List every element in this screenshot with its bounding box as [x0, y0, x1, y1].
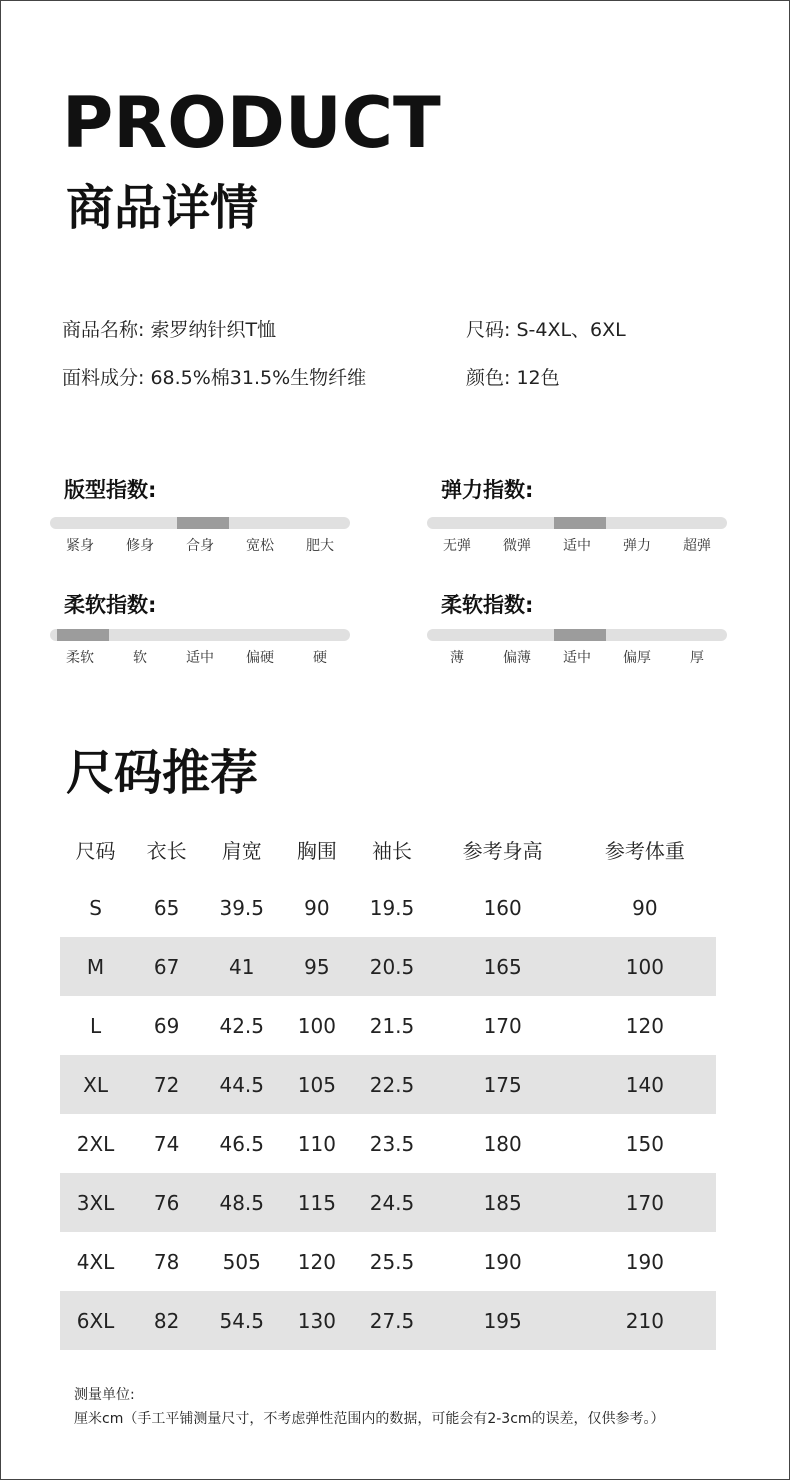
info-value: S-4XL、6XL	[516, 319, 626, 341]
table-row	[60, 1055, 716, 1114]
size-table	[60, 820, 716, 1350]
measurement-unit-title: 测量单位:	[74, 1387, 135, 1403]
elasticity-index-title: 弹力指数:	[441, 478, 534, 502]
softness-index-track	[50, 629, 350, 641]
table-cell: 67	[131, 937, 202, 996]
thickness-index-track	[427, 629, 727, 641]
column-header: 参考身高	[462, 838, 543, 863]
thickness-index-labels	[427, 649, 727, 667]
table-row	[60, 1114, 716, 1173]
table-cell: 4XL	[76, 1249, 115, 1274]
table-cell: 25.5	[369, 1249, 415, 1274]
info-size	[466, 317, 626, 343]
column-header: 参考体重	[604, 838, 685, 863]
table-cell: 180	[483, 1131, 522, 1156]
table-cell: 175	[432, 1055, 574, 1114]
table-cell: 72	[131, 1055, 202, 1114]
table-cell: 170	[574, 1173, 716, 1232]
table-cell: 210	[574, 1291, 716, 1350]
table-cell: 76	[131, 1173, 202, 1232]
scale-label: 偏薄	[503, 650, 531, 666]
scale-label: 超弹	[683, 538, 711, 554]
table-cell: 74	[153, 1131, 180, 1156]
fit-index-fill	[177, 517, 229, 529]
table-cell: 165	[432, 937, 574, 996]
table-cell: 65	[153, 895, 180, 920]
table-cell: 69	[153, 1013, 180, 1038]
table-cell: 95	[281, 937, 352, 996]
table-cell: 90	[632, 895, 658, 920]
table-cell: 105	[281, 1055, 352, 1114]
scale-label: 偏厚	[623, 650, 651, 666]
table-cell: 20.5	[352, 937, 431, 996]
fit-index-title: 版型指数:	[64, 478, 157, 502]
table-cell: 190	[483, 1249, 522, 1274]
scale-label: 宽松	[246, 538, 274, 554]
table-cell: 120	[625, 1013, 664, 1038]
table-cell: 185	[432, 1173, 574, 1232]
scale-label: 紧身	[66, 538, 94, 554]
table-cell: S	[89, 895, 102, 920]
table-row	[60, 878, 716, 937]
size-section-title: 尺码推荐	[66, 745, 259, 801]
table-cell: 90	[304, 895, 330, 920]
table-cell: 78	[153, 1249, 180, 1274]
table-cell: 54.5	[202, 1291, 281, 1350]
scale-label: 无弹	[443, 538, 471, 554]
table-cell: 24.5	[352, 1173, 431, 1232]
scale-label: 适中	[563, 538, 591, 554]
fit-index-labels	[50, 537, 350, 555]
table-row	[60, 1232, 716, 1291]
table-cell: 48.5	[202, 1173, 281, 1232]
info-value: 12色	[516, 367, 560, 389]
scale-label: 肥大	[306, 538, 334, 554]
scale-label: 适中	[186, 650, 214, 666]
column-header: 袖长	[371, 838, 412, 863]
scale-label: 适中	[563, 650, 591, 666]
scale-label: 柔软	[66, 650, 94, 666]
table-cell: 21.5	[369, 1013, 415, 1038]
column-header: 肩宽	[221, 838, 262, 863]
table-cell: XL	[60, 1055, 131, 1114]
table-cell: 46.5	[219, 1131, 265, 1156]
table-cell: 160	[483, 895, 522, 920]
elasticity-index-track	[427, 517, 727, 529]
table-cell: 100	[574, 937, 716, 996]
table-cell: 44.5	[202, 1055, 281, 1114]
info-product-name	[62, 317, 276, 343]
table-row	[60, 996, 716, 1055]
scale-label: 合身	[186, 538, 214, 554]
table-cell: 190	[625, 1249, 664, 1274]
scale-label: 硬	[313, 650, 327, 666]
scale-label: 薄	[450, 650, 464, 666]
info-value: 索罗纳针织T恤	[150, 319, 277, 341]
table-cell: 23.5	[369, 1131, 415, 1156]
table-cell: 150	[625, 1131, 664, 1156]
table-cell: 115	[281, 1173, 352, 1232]
table-cell: 140	[574, 1055, 716, 1114]
table-cell: 27.5	[352, 1291, 431, 1350]
table-cell: 42.5	[219, 1013, 265, 1038]
table-cell: 41	[202, 937, 281, 996]
scale-label: 厚	[690, 650, 704, 666]
table-cell: L	[89, 1013, 102, 1038]
thickness-index-fill	[554, 629, 606, 641]
title-english: PRODUCT	[62, 82, 441, 164]
info-label: 商品名称:	[62, 319, 145, 341]
table-cell: 170	[483, 1013, 522, 1038]
table-cell: 120	[297, 1249, 336, 1274]
title-chinese: 商品详情	[66, 180, 259, 236]
info-label: 尺码:	[466, 319, 511, 341]
scale-label: 修身	[126, 538, 154, 554]
scale-label: 偏硬	[246, 650, 274, 666]
table-cell: 100	[297, 1013, 336, 1038]
elasticity-index-fill	[554, 517, 606, 529]
table-cell: 19.5	[369, 895, 415, 920]
table-cell: 110	[297, 1131, 336, 1156]
table-cell: 39.5	[219, 895, 265, 920]
table-cell: 22.5	[352, 1055, 431, 1114]
scale-label: 软	[133, 650, 147, 666]
softness-index-labels	[50, 649, 350, 667]
table-cell: 195	[432, 1291, 574, 1350]
table-row	[60, 937, 716, 996]
table-cell: 505	[222, 1249, 261, 1274]
scale-label: 弹力	[623, 538, 651, 554]
measurement-note: 厘米cm（手工平铺测量尺寸，不考虑弹性范围内的数据，可能会有2-3cm的误差，仅供参考。）	[74, 1411, 665, 1427]
column-header: 尺码	[75, 838, 116, 863]
table-row	[60, 1173, 716, 1232]
info-fabric	[62, 365, 366, 391]
info-label: 面料成分:	[62, 367, 145, 389]
info-color	[466, 365, 560, 391]
thickness-index-title: 柔软指数:	[441, 593, 534, 617]
column-header: 衣长	[146, 838, 187, 863]
softness-index-fill	[57, 629, 109, 641]
softness-index-title: 柔软指数:	[64, 593, 157, 617]
fit-index-track	[50, 517, 350, 529]
elasticity-index-labels	[427, 537, 727, 555]
table-cell: 82	[131, 1291, 202, 1350]
info-value: 68.5%棉31.5%生物纤维	[150, 367, 367, 389]
table-row	[60, 1291, 716, 1350]
table-cell: M	[60, 937, 131, 996]
table-cell: 6XL	[60, 1291, 131, 1350]
size-table-header-row	[60, 820, 716, 878]
table-cell: 2XL	[76, 1131, 115, 1156]
table-cell: 130	[281, 1291, 352, 1350]
table-cell: 3XL	[60, 1173, 131, 1232]
column-header: 胸围	[296, 838, 337, 863]
info-label: 颜色:	[466, 367, 511, 389]
scale-label: 微弹	[503, 538, 531, 554]
